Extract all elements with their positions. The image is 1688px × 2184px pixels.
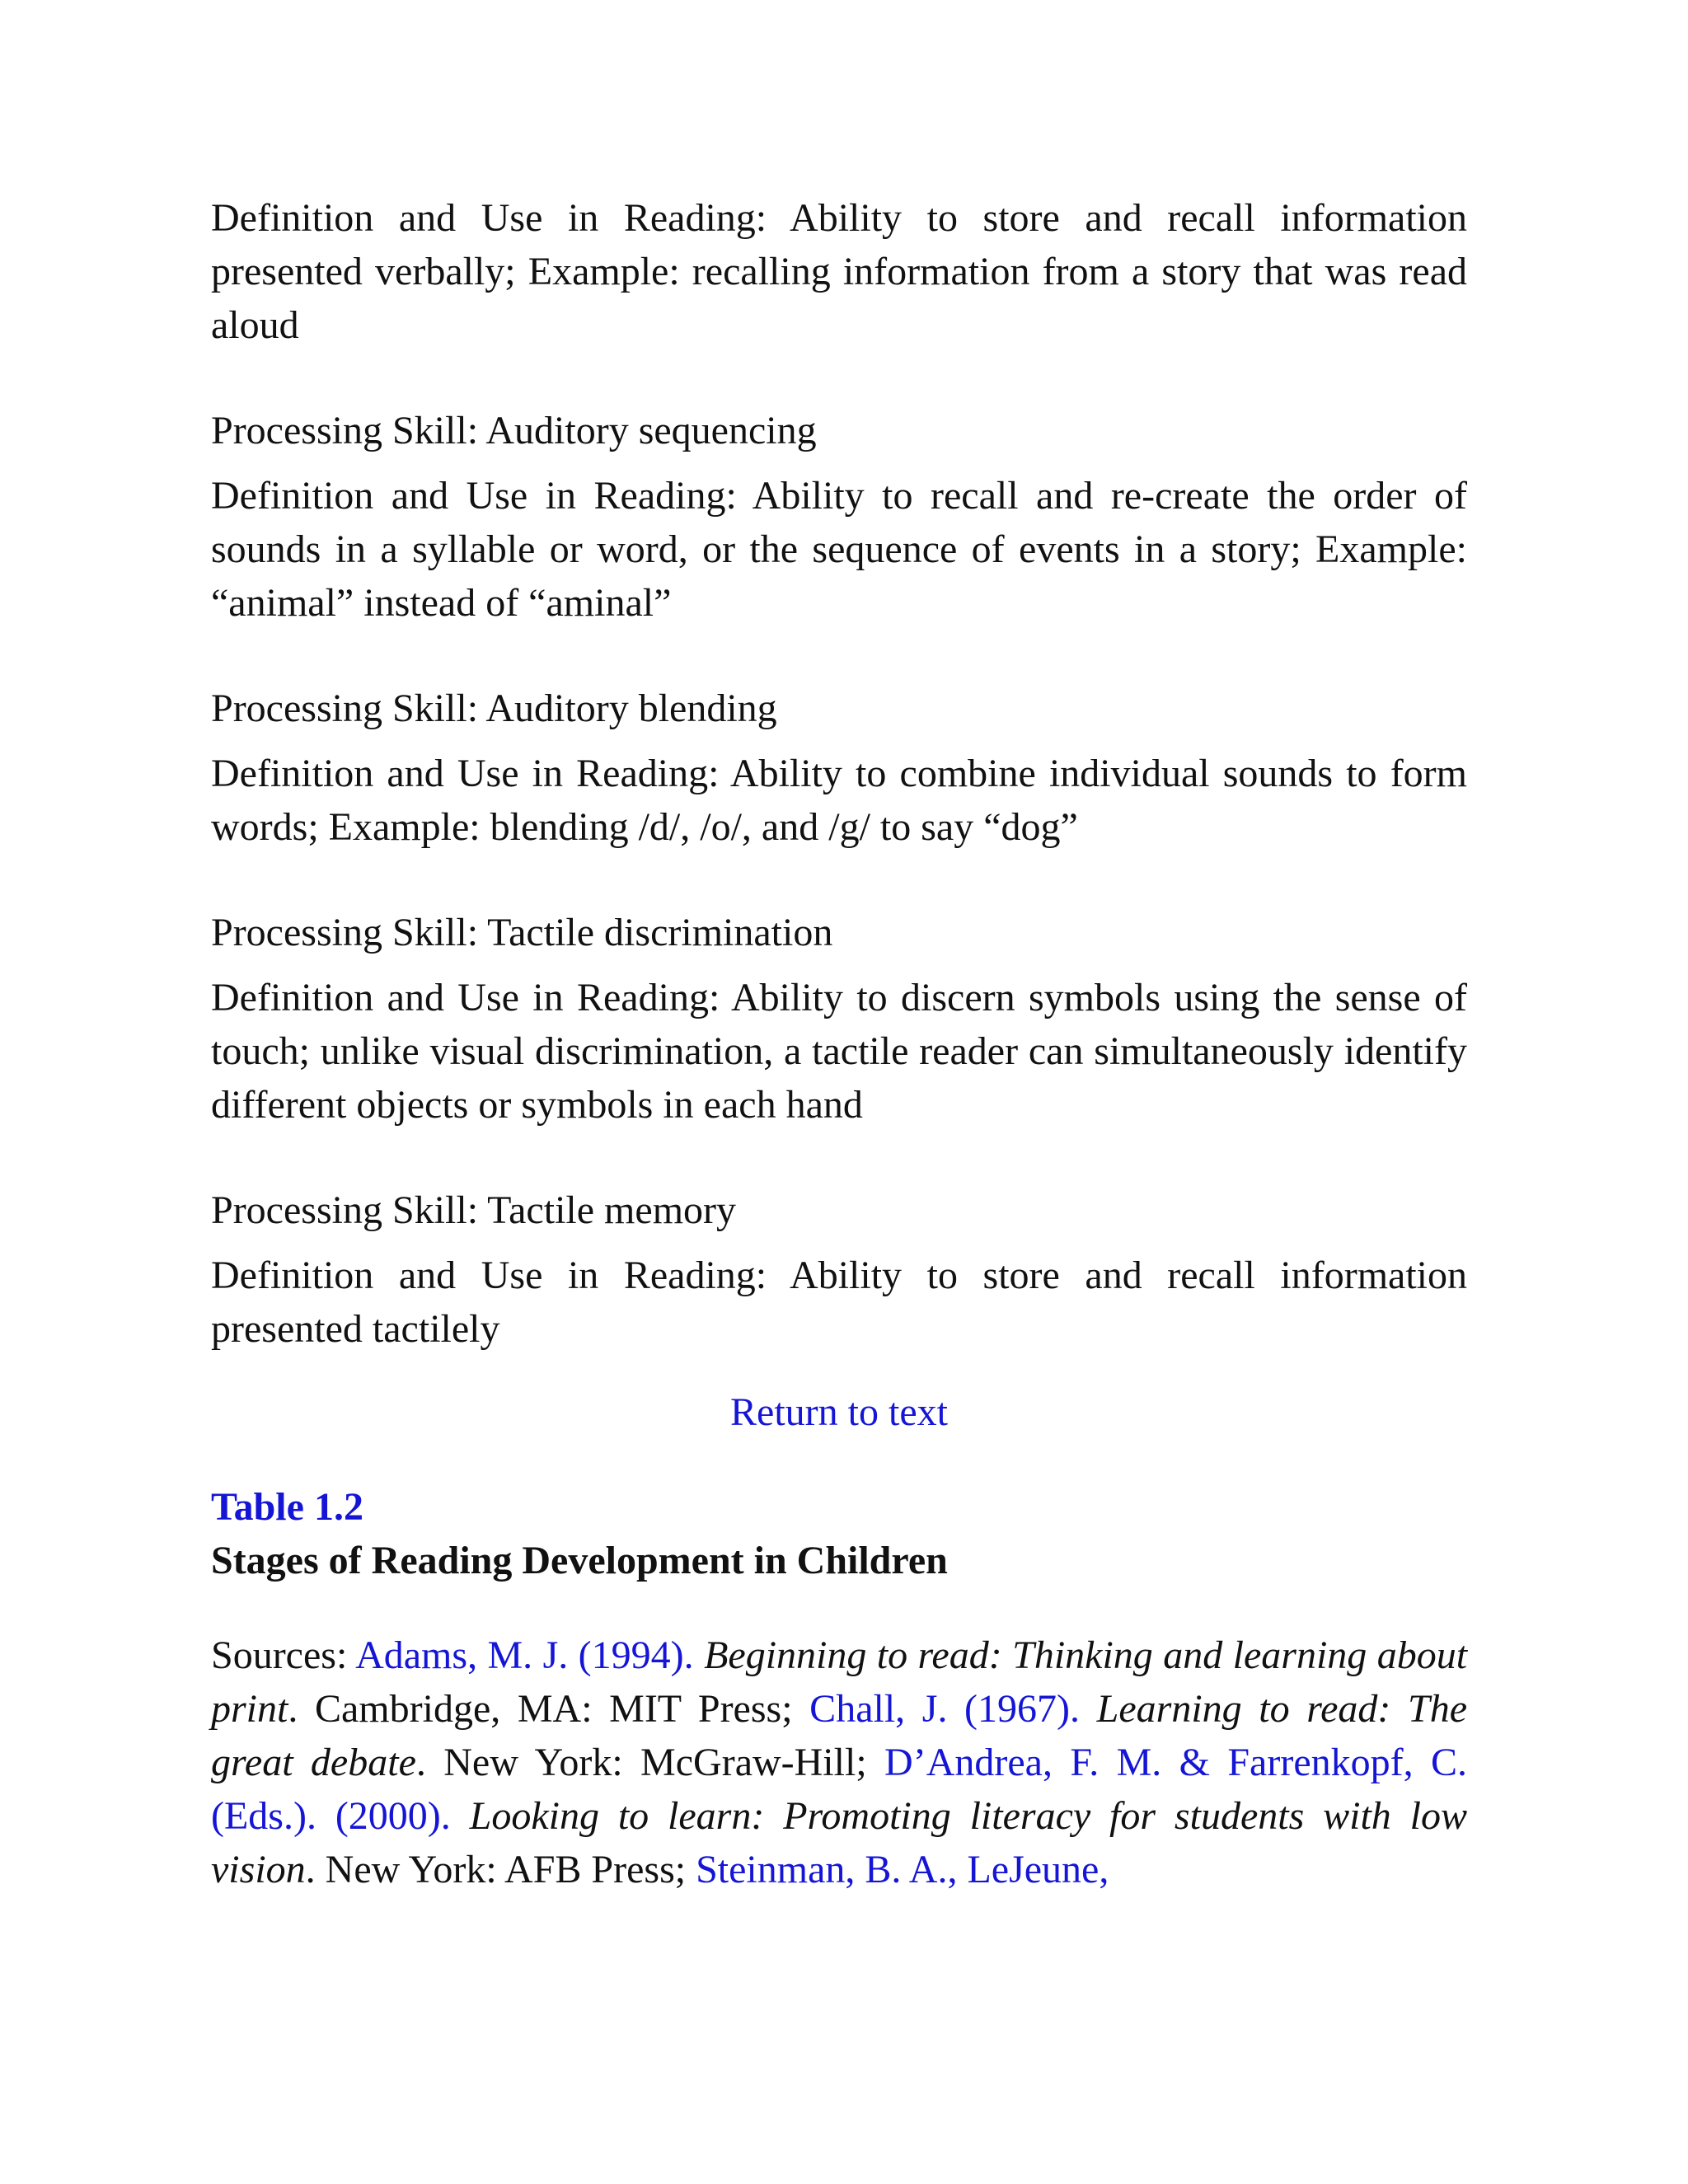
entry-auditory-sequencing bbox=[211, 404, 1467, 630]
sources-prefix: Sources: bbox=[211, 1633, 356, 1677]
reference-link-adams[interactable]: Adams, M. J. (1994). bbox=[355, 1633, 694, 1677]
reference-publisher-adams: . Cambridge, MA: MIT Press; bbox=[288, 1687, 810, 1731]
reference-publisher-chall: . New York: McGraw-Hill; bbox=[415, 1741, 885, 1784]
skill-heading: Processing Skill: Auditory blending bbox=[211, 687, 777, 730]
sources-paragraph bbox=[211, 1629, 1467, 1896]
return-to-text-link[interactable]: Return to text bbox=[730, 1390, 948, 1434]
reference-link-steinman[interactable]: Steinman, B. A., LeJeune, bbox=[696, 1848, 1109, 1891]
table-number-link[interactable]: Table 1.2 bbox=[211, 1485, 363, 1529]
definition-text: Definition and Use in Reading: Ability to discern symbols using the sense of touch; unlike visual discrimination, a tactile reader can simultaneously identify different objects or symbols in each hand bbox=[211, 976, 1467, 1127]
definition-text: Definition and Use in Reading: Ability to store and recall information presented tactilely bbox=[211, 1254, 1467, 1351]
definition-text: Definition and Use in Reading: Ability to recall and re-create the order of sounds in a syllable or word, or the sequence of events in a story; Example: “animal” instead of “aminal” bbox=[211, 474, 1467, 625]
reference-publisher-dandrea: . New York: AFB Press; bbox=[305, 1848, 696, 1891]
entry-tactile-memory bbox=[211, 1183, 1467, 1356]
reference-title-chall: Learning to read: The great debate bbox=[211, 1687, 1468, 1784]
skill-heading: Processing Skill: Tactile discrimination bbox=[211, 911, 833, 954]
reference-title-adams: Beginning to read: Thinking and learning about print bbox=[211, 1633, 1468, 1731]
reference-title-dandrea: Looking to learn: Promoting literacy for students with low vision bbox=[211, 1794, 1468, 1891]
entry-tactile-discrimination bbox=[211, 906, 1467, 1132]
definition-text: Definition and Use in Reading: Ability to store and recall information presented verbally; Example: recalling information from a story that was read aloud bbox=[211, 196, 1467, 347]
entry-auditory-blending bbox=[211, 682, 1467, 854]
reference-link-chall[interactable]: Chall, J. (1967). bbox=[809, 1687, 1081, 1731]
skill-heading: Processing Skill: Tactile memory bbox=[211, 1188, 737, 1232]
definition-text: Definition and Use in Reading: Ability to combine individual sounds to form words; Example: blending /d/, /o/, and /g/ to say “dog” bbox=[211, 752, 1467, 849]
entry-auditory-memory bbox=[211, 191, 1467, 352]
skill-heading: Processing Skill: Auditory sequencing bbox=[211, 409, 817, 452]
return-link-wrapper bbox=[211, 1385, 1467, 1439]
table-title: Stages of Reading Development in Children bbox=[211, 1539, 948, 1582]
document-page bbox=[211, 191, 1467, 1896]
reference-link-dandrea[interactable]: D’Andrea, F. M. & Farrenkopf, C. (Eds.). (2000). bbox=[211, 1741, 1468, 1838]
